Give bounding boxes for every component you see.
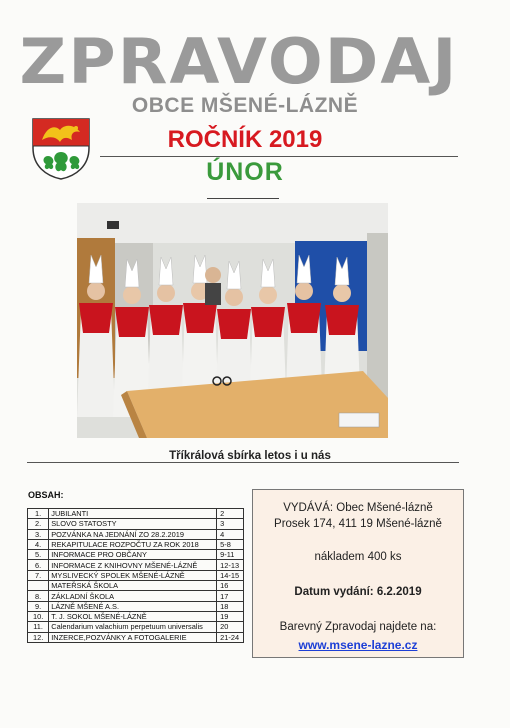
volume-year: ROČNÍK 2019 bbox=[167, 126, 323, 153]
table-row bbox=[28, 570, 244, 580]
publisher-address: Prosek 174, 411 19 Mšené-lázně bbox=[274, 518, 442, 530]
coat-of-arms-icon bbox=[30, 116, 92, 180]
toc-item-title: INZERCE,POZVÁNKY A FOTOGALERIE bbox=[49, 632, 217, 642]
table-row bbox=[28, 539, 244, 549]
toc-item-number: 5. bbox=[28, 550, 49, 560]
toc-item-title: MATEŘSKÁ ŠKOLA bbox=[49, 581, 217, 591]
table-row bbox=[28, 581, 244, 591]
toc-item-number: 8. bbox=[28, 591, 49, 601]
divider bbox=[27, 462, 459, 463]
toc-item-title: Calendarium valachium perpetuum universalis bbox=[49, 622, 217, 632]
issue-month: ÚNOR bbox=[206, 158, 284, 186]
online-note: Barevný Zpravodaj najdete na: bbox=[279, 621, 437, 633]
table-row bbox=[28, 519, 244, 529]
toc-item-title: INFORMACE PRO OBČANY bbox=[49, 550, 217, 560]
toc-item-number: 3. bbox=[28, 529, 49, 539]
toc-item-page: 3 bbox=[217, 519, 244, 529]
toc-item-page: 20 bbox=[217, 622, 244, 632]
website-link[interactable]: www.msene-lazne.cz bbox=[298, 638, 418, 652]
toc-item-number: 11. bbox=[28, 622, 49, 632]
toc-item-page: 2 bbox=[217, 509, 244, 519]
toc-item-page: 12-13 bbox=[217, 560, 244, 570]
toc-item-number: 1. bbox=[28, 509, 49, 519]
toc-item-page: 14-15 bbox=[217, 570, 244, 580]
publisher-info-box bbox=[252, 489, 464, 658]
toc-item-title: MYSLIVECKÝ SPOLEK MŠENÉ-LÁZNĚ bbox=[49, 570, 217, 580]
toc-item-title: REKAPITULACE ROZPOČTU ZA ROK 2018 bbox=[49, 539, 217, 549]
divider bbox=[207, 198, 279, 199]
table-row bbox=[28, 529, 244, 539]
toc-item-number: 4. bbox=[28, 539, 49, 549]
table-row bbox=[28, 601, 244, 611]
masthead-subtitle: OBCE MŠENÉ-LÁZNĚ bbox=[131, 94, 359, 117]
toc-item-number: 2. bbox=[28, 519, 49, 529]
issue-date: Datum vydání: 6.2.2019 bbox=[294, 586, 422, 598]
table-row bbox=[28, 550, 244, 560]
toc-item-title: ZÁKLADNÍ ŠKOLA bbox=[49, 591, 217, 601]
toc-item-number: 7. bbox=[28, 570, 49, 580]
photo-caption: Tříkrálová sbírka letos i u nás bbox=[169, 450, 331, 462]
toc-item-page: 18 bbox=[217, 601, 244, 611]
toc-title: OBSAH: bbox=[28, 490, 64, 500]
print-run: nákladem 400 ks bbox=[314, 551, 402, 563]
table-row bbox=[28, 591, 244, 601]
table-row bbox=[28, 622, 244, 632]
divider bbox=[100, 156, 458, 157]
table-of-contents bbox=[27, 508, 244, 643]
toc-item-number: 9. bbox=[28, 601, 49, 611]
toc-item-page: 5-8 bbox=[217, 539, 244, 549]
toc-item-page: 16 bbox=[217, 581, 244, 591]
toc-item-title: POZVÁNKA NA JEDNÁNÍ ZO 28.2.2019 bbox=[49, 529, 217, 539]
toc-item-page: 9-11 bbox=[217, 550, 244, 560]
toc-item-page: 4 bbox=[217, 529, 244, 539]
toc-item-page: 17 bbox=[217, 591, 244, 601]
toc-item-page: 21-24 bbox=[217, 632, 244, 642]
toc-item-title: JUBILANTI bbox=[49, 509, 217, 519]
toc-item-title: SLOVO STATOSTY bbox=[49, 519, 217, 529]
toc-item-page: 19 bbox=[217, 611, 244, 621]
toc-item-number bbox=[28, 581, 49, 591]
toc-item-title: T. J. SOKOL MŠENÉ-LÁZNĚ bbox=[49, 611, 217, 621]
three-kings-carolers-photo bbox=[77, 203, 388, 438]
toc-item-number: 12. bbox=[28, 632, 49, 642]
masthead-title: ZPRAVODAJ bbox=[19, 25, 459, 98]
table-row bbox=[28, 611, 244, 621]
publisher-name: VYDÁVÁ: Obec Mšené-lázně bbox=[283, 502, 433, 514]
table-row bbox=[28, 632, 244, 642]
toc-item-title: LÁZNĚ MŠENÉ A.S. bbox=[49, 601, 217, 611]
toc-item-number: 6. bbox=[28, 560, 49, 570]
table-row bbox=[28, 509, 244, 519]
toc-item-number: 10. bbox=[28, 611, 49, 621]
toc-item-title: INFORMACE Z KNIHOVNY MŠENÉ-LÁZNĚ bbox=[49, 560, 217, 570]
table-row bbox=[28, 560, 244, 570]
